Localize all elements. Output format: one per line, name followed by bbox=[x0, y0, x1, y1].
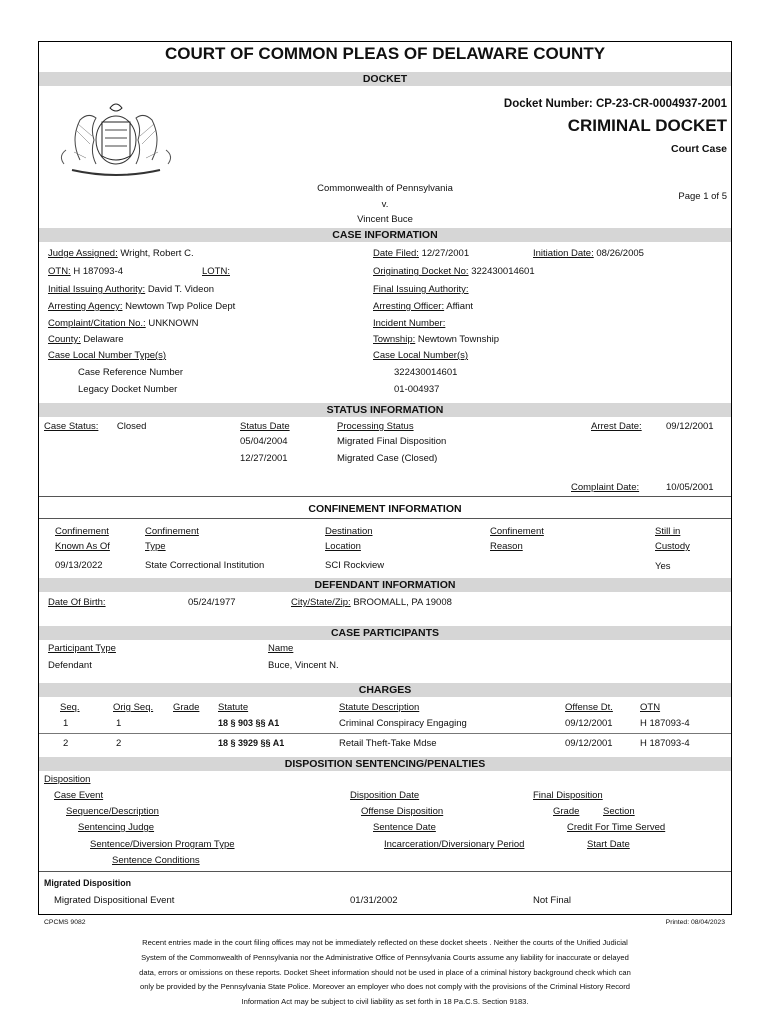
confinement-type: State Correctional Institution bbox=[145, 560, 265, 571]
local-number-type-header: Case Local Number Type(s) bbox=[48, 350, 167, 361]
city-state-zip-field: City/State/Zip: BROOMALL, PA 19008 bbox=[291, 597, 452, 608]
sentence-date-header: Sentence Date bbox=[373, 822, 436, 833]
township-field: Township: Newtown Township bbox=[373, 334, 500, 345]
disclaimer bbox=[85, 936, 685, 1010]
status-information-bar: STATUS INFORMATION bbox=[39, 403, 731, 417]
otn-field: OTN: H 187093-4 bbox=[48, 266, 123, 277]
local-type-2: Legacy Docket Number bbox=[78, 384, 178, 395]
caption-defendant: Vincent Buce bbox=[357, 214, 413, 225]
charge-description-header: Statute Description bbox=[339, 702, 420, 713]
arresting-agency-field: Arresting Agency: Newtown Twp Police Dept bbox=[48, 301, 236, 312]
confinement-location: SCI Rockview bbox=[325, 560, 385, 571]
final-issuing-authority-field: Final Issuing Authority: bbox=[373, 284, 469, 295]
credit-time-served-header: Credit For Time Served bbox=[567, 822, 666, 833]
disposition-event-date: 01/31/2002 bbox=[350, 895, 398, 906]
disclaimer-line: System of the Commonwealth of Pennsylvania nor the Administrative Office of Pennsylvania Courts assume any liability for inaccurate or delayed bbox=[141, 952, 629, 962]
charges-bar: CHARGES bbox=[39, 683, 731, 697]
arresting-officer-field: Arresting Officer: Affiant bbox=[373, 301, 473, 312]
row-divider bbox=[39, 733, 731, 734]
complaint-date-label: Complaint Date: bbox=[571, 482, 640, 493]
participant-name: Buce, Vincent N. bbox=[268, 660, 339, 671]
arrest-date-value: 09/12/2001 bbox=[666, 421, 714, 432]
charge-seq-header: Seq. bbox=[60, 702, 80, 713]
charge-orig-seq: 2 bbox=[116, 738, 122, 749]
charge-offense-date: 09/12/2001 bbox=[565, 738, 613, 749]
incarceration-period-header: Incarceration/Diversionary Period bbox=[384, 839, 525, 850]
date-filed-field: Date Filed: 12/27/2001 bbox=[373, 248, 470, 259]
sequence-description-header: Sequence/Description bbox=[66, 806, 159, 817]
originating-docket-field: Originating Docket No: 322430014601 bbox=[373, 266, 535, 277]
section-divider bbox=[39, 518, 731, 519]
status-row-date: 05/04/2004 bbox=[240, 436, 288, 447]
confinement-type-header-2: Type bbox=[145, 541, 166, 552]
county-field: County: Delaware bbox=[48, 334, 124, 345]
criminal-docket-title: CRIMINAL DOCKET bbox=[567, 116, 727, 135]
case-participants-bar: CASE PARTICIPANTS bbox=[39, 626, 731, 640]
disposition-event-final: Not Final bbox=[533, 895, 572, 906]
charge-offense-date: 09/12/2001 bbox=[565, 718, 613, 729]
participant-name-header: Name bbox=[268, 643, 294, 654]
defendant-information-bar: DEFENDANT INFORMATION bbox=[39, 578, 731, 592]
location-header: Location bbox=[325, 541, 361, 552]
offense-disposition-header: Offense Disposition bbox=[361, 806, 444, 817]
status-row-status: Migrated Case (Closed) bbox=[337, 453, 438, 464]
disposition-header: Disposition bbox=[44, 774, 91, 785]
disclaimer-line: Recent entries made in the court filing offices may not be immediately reflected on these docket sheets . Neither the courts of the Unified Judicial bbox=[142, 938, 628, 947]
docket-number: Docket Number: CP-23-CR-0004937-2001 bbox=[503, 98, 727, 110]
charge-seq: 2 bbox=[63, 738, 69, 749]
charge-otn-header: OTN bbox=[640, 702, 661, 713]
initiation-date-field: Initiation Date: 08/26/2005 bbox=[533, 248, 644, 259]
section-divider bbox=[39, 496, 731, 497]
local-number-2: 01-004937 bbox=[394, 384, 440, 395]
charge-offense-date-header: Offense Dt. bbox=[565, 702, 613, 713]
local-type-1: Case Reference Number bbox=[78, 367, 184, 378]
complaint-date-value: 10/05/2001 bbox=[666, 482, 714, 493]
caption-versus: v. bbox=[381, 199, 389, 210]
final-disposition-header: Final Disposition bbox=[533, 790, 603, 801]
disclaimer-line: data, errors or omissions on these reports. Docket Sheet information should not be used in place of a criminal history background check which can bbox=[139, 967, 631, 977]
pennsylvania-seal-icon bbox=[50, 100, 182, 180]
disposition-bar: DISPOSITION SENTENCING/PENALTIES bbox=[39, 757, 731, 771]
sentence-conditions-header: Sentence Conditions bbox=[112, 855, 200, 866]
participant-type-header: Participant Type bbox=[48, 643, 116, 654]
charge-otn: H 187093-4 bbox=[640, 738, 690, 749]
case-status-field: Case Status: Closed bbox=[44, 421, 147, 432]
dob-label: Date Of Birth: bbox=[48, 597, 106, 608]
case-information-bar: CASE INFORMATION bbox=[39, 228, 731, 242]
charge-description: Retail Theft-Take Mdse bbox=[339, 738, 437, 749]
section-header: Section bbox=[603, 806, 635, 817]
printed-date: Printed: 08/04/2023 bbox=[665, 919, 725, 926]
confinement-known-header-2: Known As Of bbox=[55, 541, 110, 552]
charge-orig-seq-header: Orig Seq. bbox=[113, 702, 154, 713]
charge-orig-seq: 1 bbox=[116, 718, 122, 729]
charge-statute-header: Statute bbox=[218, 702, 249, 713]
incident-number-field: Incident Number: bbox=[373, 318, 446, 329]
participant-type: Defendant bbox=[48, 660, 92, 671]
local-number-header: Case Local Number(s) bbox=[373, 350, 469, 361]
page-number: Page 1 of 5 bbox=[678, 191, 727, 202]
lotn-field: LOTN: bbox=[202, 266, 230, 277]
dob-value: 05/24/1977 bbox=[188, 597, 236, 608]
confinement-reason-header: Confinement bbox=[490, 526, 544, 537]
court-title: COURT OF COMMON PLEAS OF DELAWARE COUNTY bbox=[164, 44, 606, 63]
start-date-header: Start Date bbox=[587, 839, 630, 850]
case-event-header: Case Event bbox=[54, 790, 104, 801]
charge-grade-header: Grade bbox=[173, 702, 200, 713]
reason-header: Reason bbox=[490, 541, 523, 552]
sentence-program-type-header: Sentence/Diversion Program Type bbox=[90, 839, 235, 850]
sentencing-judge-header: Sentencing Judge bbox=[78, 822, 155, 833]
initial-issuing-authority-field: Initial Issuing Authority: David T. Videon bbox=[48, 284, 215, 295]
processing-status-header: Processing Status bbox=[337, 421, 414, 432]
disposition-event: Migrated Dispositional Event bbox=[54, 895, 175, 906]
disclaimer-line: Information Act may be subject to civil liability as set forth in 18 Pa.C.S. Section 9183. bbox=[241, 997, 529, 1007]
status-row-date: 12/27/2001 bbox=[240, 453, 288, 464]
charge-statute: 18 § 3929 §§ A1 bbox=[218, 738, 285, 748]
section-divider bbox=[39, 871, 731, 872]
arrest-date-label: Arrest Date: bbox=[591, 421, 642, 432]
court-case-label: Court Case bbox=[670, 143, 727, 155]
complaint-citation-field: Complaint/Citation No.: UNKNOWN bbox=[48, 318, 199, 329]
destination-header: Destination bbox=[325, 526, 373, 537]
caption-plaintiff: Commonwealth of Pennsylvania bbox=[317, 183, 453, 194]
confinement-type-header: Confinement bbox=[145, 526, 199, 537]
charge-otn: H 187093-4 bbox=[640, 718, 690, 729]
migrated-disposition-title: Migrated Disposition bbox=[44, 878, 131, 888]
docket-bar: DOCKET bbox=[39, 72, 731, 86]
confinement-known-header: Confinement bbox=[55, 526, 109, 537]
charge-description: Criminal Conspiracy Engaging bbox=[339, 718, 467, 729]
still-in-header: Still in bbox=[655, 526, 681, 537]
judge-field: Judge Assigned: Wright, Robert C. bbox=[48, 248, 194, 259]
status-date-header: Status Date bbox=[240, 421, 290, 432]
status-row-status: Migrated Final Disposition bbox=[337, 436, 447, 447]
custody-header: Custody bbox=[655, 541, 690, 552]
confinement-title: CONFINEMENT INFORMATION bbox=[308, 503, 462, 515]
form-number: CPCMS 9082 bbox=[44, 919, 86, 926]
grade-header: Grade bbox=[553, 806, 580, 817]
charge-statute: 18 § 903 §§ A1 bbox=[218, 718, 280, 728]
local-number-1: 322430014601 bbox=[394, 367, 458, 378]
charge-seq: 1 bbox=[63, 718, 69, 729]
disposition-date-header: Disposition Date bbox=[350, 790, 420, 801]
confinement-known-as-of: 09/13/2022 bbox=[55, 560, 103, 571]
disclaimer-line: only be provided by the Pennsylvania State Police. Moreover an employer who does not comply with the provisions of the Criminal History Record bbox=[139, 982, 631, 992]
still-in-custody: Yes bbox=[655, 561, 671, 572]
